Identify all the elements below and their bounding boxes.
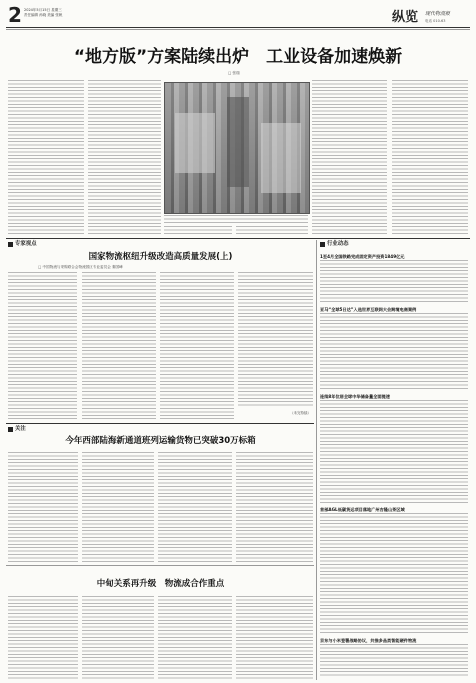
news-body-5 [320, 644, 468, 678]
masthead-sub: 现代物流报 [425, 11, 451, 17]
masthead-title: 纵览 [392, 10, 419, 25]
railway-title: 今年西部陆海新通道班列运输货物已突破30万标箱 [65, 436, 256, 446]
top-col-3a [164, 226, 232, 236]
news-body-2 [320, 313, 468, 391]
page-number: 2 [8, 3, 22, 27]
news-body-1 [320, 260, 468, 304]
expert-view-label: 专家视点 [15, 241, 37, 247]
hub-col-2 [82, 272, 156, 420]
rail-bottom-rule [6, 565, 314, 566]
factory-photo [164, 82, 310, 214]
top-col-5 [392, 80, 468, 236]
hub-col-1 [8, 272, 77, 420]
top-col-3b [236, 226, 308, 236]
editor-line: 责任编辑 孙晓 美编 张帆 [24, 13, 63, 17]
news-title-5: 京东与小米签署战略协议，共推多品类智能硬件物流 [320, 638, 417, 643]
hub-col-3 [160, 272, 234, 420]
news-title-4: 首部AGL低碳货运项目落地广州吉隆山茶区域 [320, 507, 405, 512]
news-title-2: 亚马“全球5日达”入选世界互联网大会跨境电商案例 [320, 307, 417, 312]
top-col-1 [8, 80, 84, 236]
vertical-divider [316, 240, 317, 680]
news-body-3 [320, 400, 468, 504]
main-headline: “地方版”方案陆续出炉 工业设备加速焕新 [73, 47, 403, 67]
photo-caption [164, 215, 308, 223]
rail-col-2 [82, 452, 154, 562]
asean-col-2 [82, 596, 154, 680]
focus-label: 关注 [15, 426, 26, 432]
rail-col-1 [8, 452, 78, 562]
top-col-2 [88, 80, 161, 236]
asean-col-3 [158, 596, 232, 680]
news-title-1: 1至4月全国铁路完成固定资产投资1849亿元 [320, 254, 405, 259]
main-byline: □ 张瑞 [228, 71, 240, 75]
news-title-3: 连续8年位居全球中华储备量全面提速 [320, 394, 390, 399]
top-section-rule [6, 238, 470, 239]
date-line: 2024年5月15日 星期三 [24, 8, 62, 12]
focus-section-rule [6, 423, 314, 424]
masthead-small: 电话 010-63 [425, 19, 446, 23]
industry-news-label: 行业动态 [327, 241, 349, 247]
logistics-hub-title: 国家物流枢纽升级改造高质量发展(上) [88, 252, 233, 262]
header-rule [6, 27, 470, 28]
rail-col-4 [236, 452, 313, 562]
logistics-hub-subtitle: □ 中国物流与采购联合会物流园区专业委员会 秦国峰 [38, 265, 123, 269]
asean-col-4 [236, 596, 313, 680]
news-body-4 [320, 513, 468, 635]
masthead [392, 6, 472, 28]
header-rule-thin [6, 29, 470, 30]
top-col-4 [312, 80, 387, 236]
hub-col-4 [238, 272, 313, 408]
rail-col-3 [158, 452, 232, 562]
asean-col-1 [8, 596, 78, 680]
hub-end-note: （未完待续） [290, 411, 311, 415]
china-asean-title: 中甸关系再升级 物流成合作重点 [96, 579, 225, 589]
